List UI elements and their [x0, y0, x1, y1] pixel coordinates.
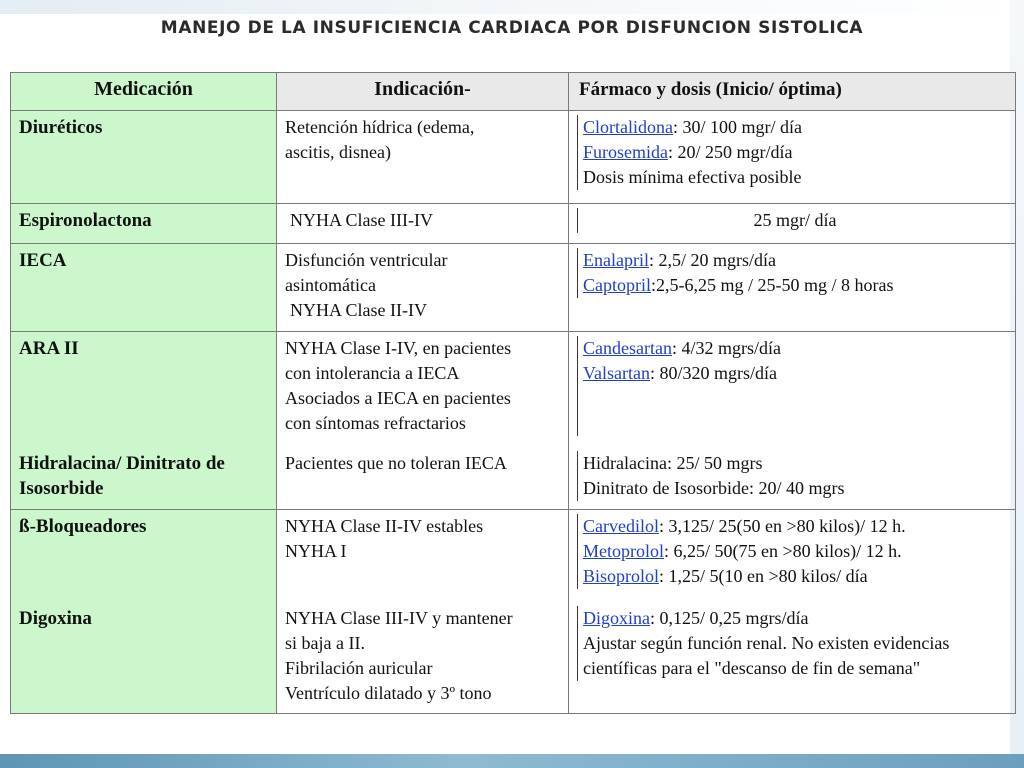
dose-cell [569, 332, 1016, 448]
indication-line: NYHA I [285, 541, 347, 561]
drug-dose: : 6,25/ 50(75 en >80 kilos)/ 12 h. [664, 541, 902, 561]
dose-note: Dosis mínima efectiva posible [583, 167, 802, 187]
dose-cell [569, 111, 1016, 204]
table-row-hidralacina [11, 447, 1016, 510]
medication-name: IECA [11, 244, 277, 332]
indication-line: Disfunción ventricular [285, 250, 448, 270]
indication-line: NYHA Clase II-IV [290, 300, 427, 320]
drug-dose: : 2,5/ 20 mgrs/día [648, 250, 776, 270]
indication-cell [277, 244, 569, 332]
drug-link-metoprolol[interactable]: Metoprolol [583, 541, 664, 561]
table-row-ieca [11, 244, 1016, 332]
table-row-diureticos [11, 111, 1016, 204]
bottom-decor-band [0, 754, 1024, 768]
indication-line: con síntomas refractarios [285, 413, 466, 433]
top-decor-band [0, 0, 1024, 14]
drug-line [583, 115, 1007, 140]
indication-line: Fibrilación auricular [285, 658, 433, 678]
drug-link-carvedilol[interactable]: Carvedilol [583, 516, 659, 536]
indication-line: Ventrículo dilatado y 3º tono [285, 683, 492, 703]
indication-line: con intolerancia a IECA [285, 363, 460, 383]
header-medicacion: Medicación [11, 73, 277, 111]
indication-line: NYHA Clase II-IV estables [285, 516, 484, 536]
drug-line [583, 539, 1007, 564]
slide-title: MANEJO DE LA INSUFICIENCIA CARDIACA POR DISFUNCION SISTOLICA [160, 18, 864, 38]
table-row-digoxina [11, 602, 1016, 714]
indication-cell [277, 204, 569, 244]
drug-dose: : 0,125/ 0,25 mgrs/día [650, 608, 809, 628]
drug-dose: : 1,25/ 5(10 en >80 kilos/ día [659, 566, 868, 586]
medication-table [10, 72, 1016, 714]
table-row-espironolactona [11, 204, 1016, 244]
indication-line: NYHA Clase III-IV y mantener [285, 608, 513, 628]
header-indicacion: Indicación- [277, 73, 569, 111]
dose-line: Hidralacina: 25/ 50 mgrs [583, 453, 763, 473]
drug-line [583, 361, 1007, 386]
drug-dose: : 80/320 mgrs/día [649, 363, 777, 383]
drug-dose: : 20/ 250 mgr/día [668, 142, 793, 162]
drug-line [583, 140, 1007, 165]
drug-link-furosemida[interactable]: Furosemida [583, 142, 668, 162]
drug-line [583, 564, 1007, 589]
dose-note: Ajustar según función renal. No existen evidencias científicas para el "descanso de fin de semana" [583, 633, 950, 678]
indication-line: NYHA Clase III-IV [290, 210, 433, 230]
drug-link-digoxina[interactable]: Digoxina [583, 608, 650, 628]
drug-link-candesartan[interactable]: Candesartan [583, 338, 672, 358]
indication-cell [277, 510, 569, 603]
drug-link-valsartan[interactable]: Valsartan [583, 363, 650, 383]
drug-dose: : 4/32 mgrs/día [671, 338, 781, 358]
medication-name: Espironolactona [11, 204, 277, 244]
dose-cell [569, 204, 1016, 244]
dose-line: Dinitrato de Isosorbide: 20/ 40 mgrs [583, 478, 845, 498]
indication-line: Retención hídrica (edema, [285, 117, 475, 137]
table-header-row [11, 73, 1016, 111]
drug-line [583, 514, 1007, 539]
drug-line [583, 336, 1007, 361]
indication-line: si baja a II. [285, 633, 365, 653]
header-farmaco: Fármaco y dosis (Inicio/ óptima) [569, 73, 1016, 111]
medication-name: ARA II [11, 332, 277, 448]
dose-cell [569, 602, 1016, 714]
medication-name: Hidralacina/ Dinitrato de Isosorbide [11, 447, 277, 510]
drug-line [583, 248, 1007, 273]
drug-link-captopril[interactable]: Captopril [583, 275, 651, 295]
indication-line: Pacientes que no toleran IECA [285, 453, 507, 473]
indication-cell [277, 111, 569, 204]
indication-cell [277, 602, 569, 714]
indication-line: ascitis, disnea) [285, 142, 391, 162]
dose-cell [569, 510, 1016, 603]
medication-name: ß-Bloqueadores [11, 510, 277, 603]
drug-link-enalapril[interactable]: Enalapril [583, 250, 649, 270]
dose-cell [569, 447, 1016, 510]
table-row-ara-ii [11, 332, 1016, 448]
indication-cell [277, 447, 569, 510]
indication-line: NYHA Clase I-IV, en pacientes [285, 338, 512, 358]
drug-dose: : 3,125/ 25(50 en >80 kilos)/ 12 h. [658, 516, 906, 536]
indication-line: Asociados a IECA en pacientes [285, 388, 511, 408]
dose-text: 25 mgr/ día [577, 208, 1007, 233]
drug-link-bisoprolol[interactable]: Bisoprolol [583, 566, 660, 586]
indication-cell [277, 332, 569, 448]
drug-dose: : 30/ 100 mgr/ día [672, 117, 802, 137]
medication-name: Diuréticos [11, 111, 277, 204]
drug-line [583, 273, 1007, 298]
drug-dose: :2,5-6,25 mg / 25-50 mg / 8 horas [651, 275, 894, 295]
dose-cell [569, 244, 1016, 332]
indication-line: asintomática [285, 275, 376, 295]
drug-line [583, 606, 1007, 631]
medication-name: Digoxina [11, 602, 277, 714]
table-row-bloqueadores [11, 510, 1016, 603]
drug-link-clortalidona[interactable]: Clortalidona [583, 117, 673, 137]
